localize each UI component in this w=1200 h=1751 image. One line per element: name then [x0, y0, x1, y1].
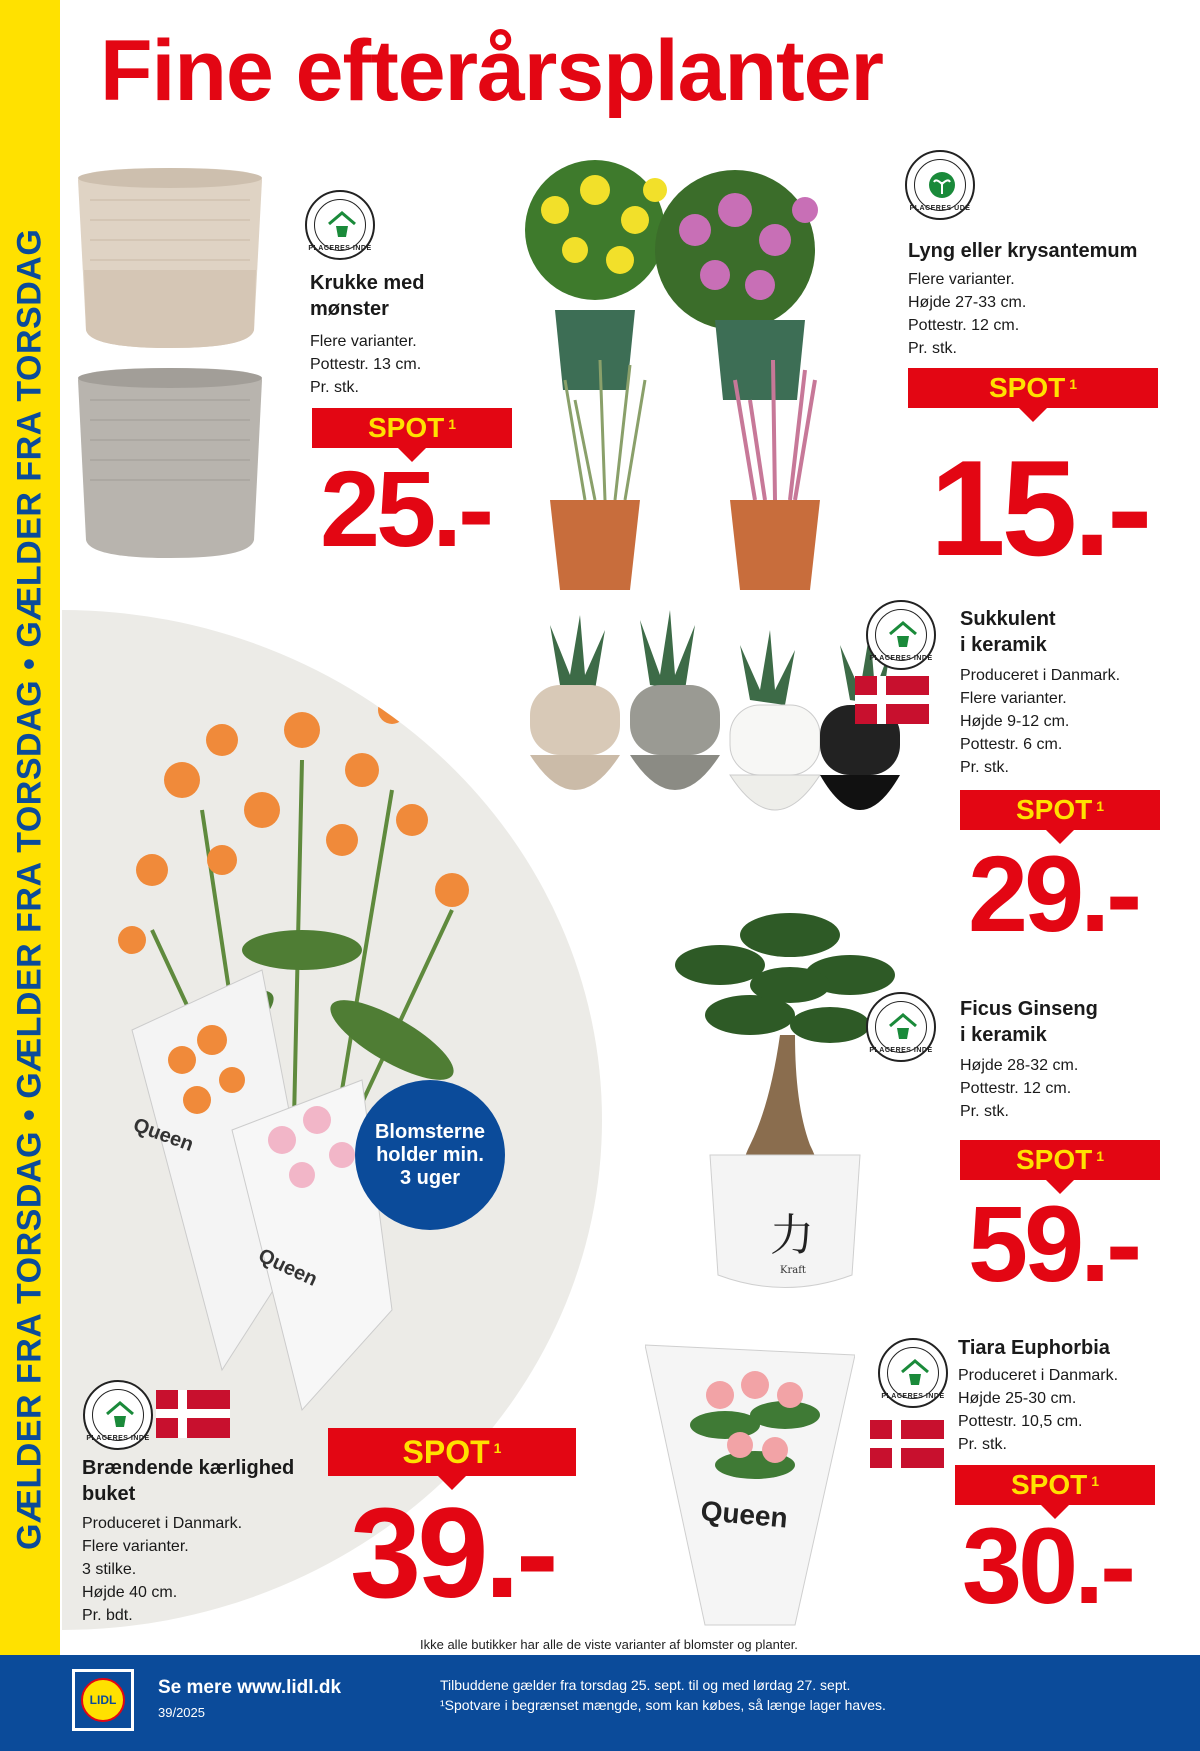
indoor-badge: PLACERES INDE — [305, 190, 375, 260]
product-details-tiara: Produceret i Danmark. Højde 25-30 cm. Pottestr. 10,5 cm. Pr. stk. — [958, 1367, 1119, 1453]
product-name-kaerlighed: Brændende kærlighed buket — [82, 1457, 295, 1505]
product-name-krukke: Krukke med mønster — [310, 272, 425, 320]
spot-label-kaerlighed: SPOT $^1$ — [328, 1428, 576, 1476]
page-title: Fine efterårsplanter — [100, 23, 883, 119]
footer-terms: Tilbuddene gælder fra torsdag 25. sept. til og med lørdag 27. sept. ¹Spotvare i begrænset mængde, som kan købes, så længe lager haves. — [440, 1677, 886, 1713]
lidl-logo[interactable] — [72, 1669, 134, 1731]
indoor-badge-tiara: PLACERES INDE — [878, 1338, 948, 1408]
footer-week: 39/2025 — [158, 1705, 205, 1720]
indoor-badge-kaerlighed: PLACERES INDE — [83, 1380, 153, 1450]
product-details-krukke: Flere varianter. Pottestr. 13 cm. Pr. stk. — [310, 333, 422, 396]
queen-wrap-label-2: Queen — [254, 1244, 321, 1291]
house-plant-icon — [900, 1358, 930, 1388]
price-sukkulent: 29.- — [968, 833, 1139, 954]
danish-flag-tiara — [870, 1420, 944, 1468]
house-plant-icon — [888, 1012, 918, 1042]
outdoor-badge: PLACERES UDE — [905, 150, 975, 220]
freshness-badge: Blomsterne holder min. 3 uger — [355, 1080, 505, 1230]
house-plant-icon — [327, 210, 357, 240]
pot-caption: Kraft — [780, 1265, 806, 1276]
sprout-icon — [927, 170, 957, 200]
spot-label-lyng: SPOT $^1$ — [908, 368, 1158, 408]
ficus-image — [660, 905, 910, 1305]
spot-label-ficus: SPOT $^1$ — [960, 1140, 1160, 1180]
danish-flag-sukkulent — [855, 676, 929, 724]
spot-label-krukke: SPOT $^1$ — [312, 408, 512, 448]
indoor-badge-sukkulent: PLACERES INDE — [866, 600, 936, 670]
sukkulent-image — [510, 605, 900, 865]
house-plant-icon — [888, 620, 918, 650]
side-banner — [0, 0, 60, 1655]
tiara-image — [645, 1335, 855, 1635]
product-name-ficus: Ficus Ginseng i keramik — [960, 998, 1098, 1046]
product-details-lyng: Flere varianter. Højde 27-33 cm. Pottestr. 12 cm. Pr. stk. — [908, 271, 1027, 357]
product-details-sukkulent: Produceret i Danmark. Flere varianter. Højde 9-12 cm. Pottestr. 6 cm. Pr. stk. — [960, 667, 1121, 776]
price-kaerlighed: 39.- — [350, 1482, 555, 1625]
product-details-kaerlighed: Produceret i Danmark. Flere varianter. 3 stilke. Højde 40 cm. Pr. bdt. — [82, 1515, 243, 1624]
product-name-tiara: Tiara Euphorbia — [958, 1337, 1110, 1359]
queen-wrap-label-tiara: Queen — [699, 1495, 789, 1534]
spot-label-sukkulent: SPOT $^1$ — [960, 790, 1160, 830]
house-plant-icon — [105, 1400, 135, 1430]
indoor-badge-ficus: PLACERES INDE — [866, 992, 936, 1062]
price-krukke: 25.- — [320, 448, 491, 569]
price-tiara: 30.- — [962, 1505, 1133, 1626]
danish-flag-kaerlighed — [156, 1390, 230, 1438]
krukke-image — [70, 160, 270, 570]
product-name-sukkulent: Sukkulent i keramik — [960, 608, 1056, 656]
side-banner-text: GÆLDER FRA TORSDAG • GÆLDER FRA TORSDAG • GÆLDER FRA TORSDAG — [10, 228, 49, 1550]
footer — [0, 1655, 1200, 1751]
disclaimer: Ikke alle butikker har alle de viste varianter af blomster og planter. — [420, 1637, 798, 1652]
spot-label-tiara: SPOT $^1$ — [955, 1465, 1155, 1505]
price-lyng: 15.- — [930, 432, 1149, 584]
lidl-logo-text: LIDL — [81, 1678, 125, 1722]
lyng-image — [505, 150, 885, 590]
price-ficus: 59.- — [968, 1183, 1139, 1304]
product-details-ficus: Højde 28-32 cm. Pottestr. 12 cm. Pr. stk. — [960, 1057, 1079, 1120]
queen-wrap-label-1: Queen — [130, 1114, 197, 1156]
pot-glyph: 力 — [770, 1210, 814, 1261]
footer-website-link[interactable]: Se mere www.lidl.dk — [158, 1677, 342, 1698]
product-name-lyng: Lyng eller krysantemum — [908, 240, 1138, 262]
